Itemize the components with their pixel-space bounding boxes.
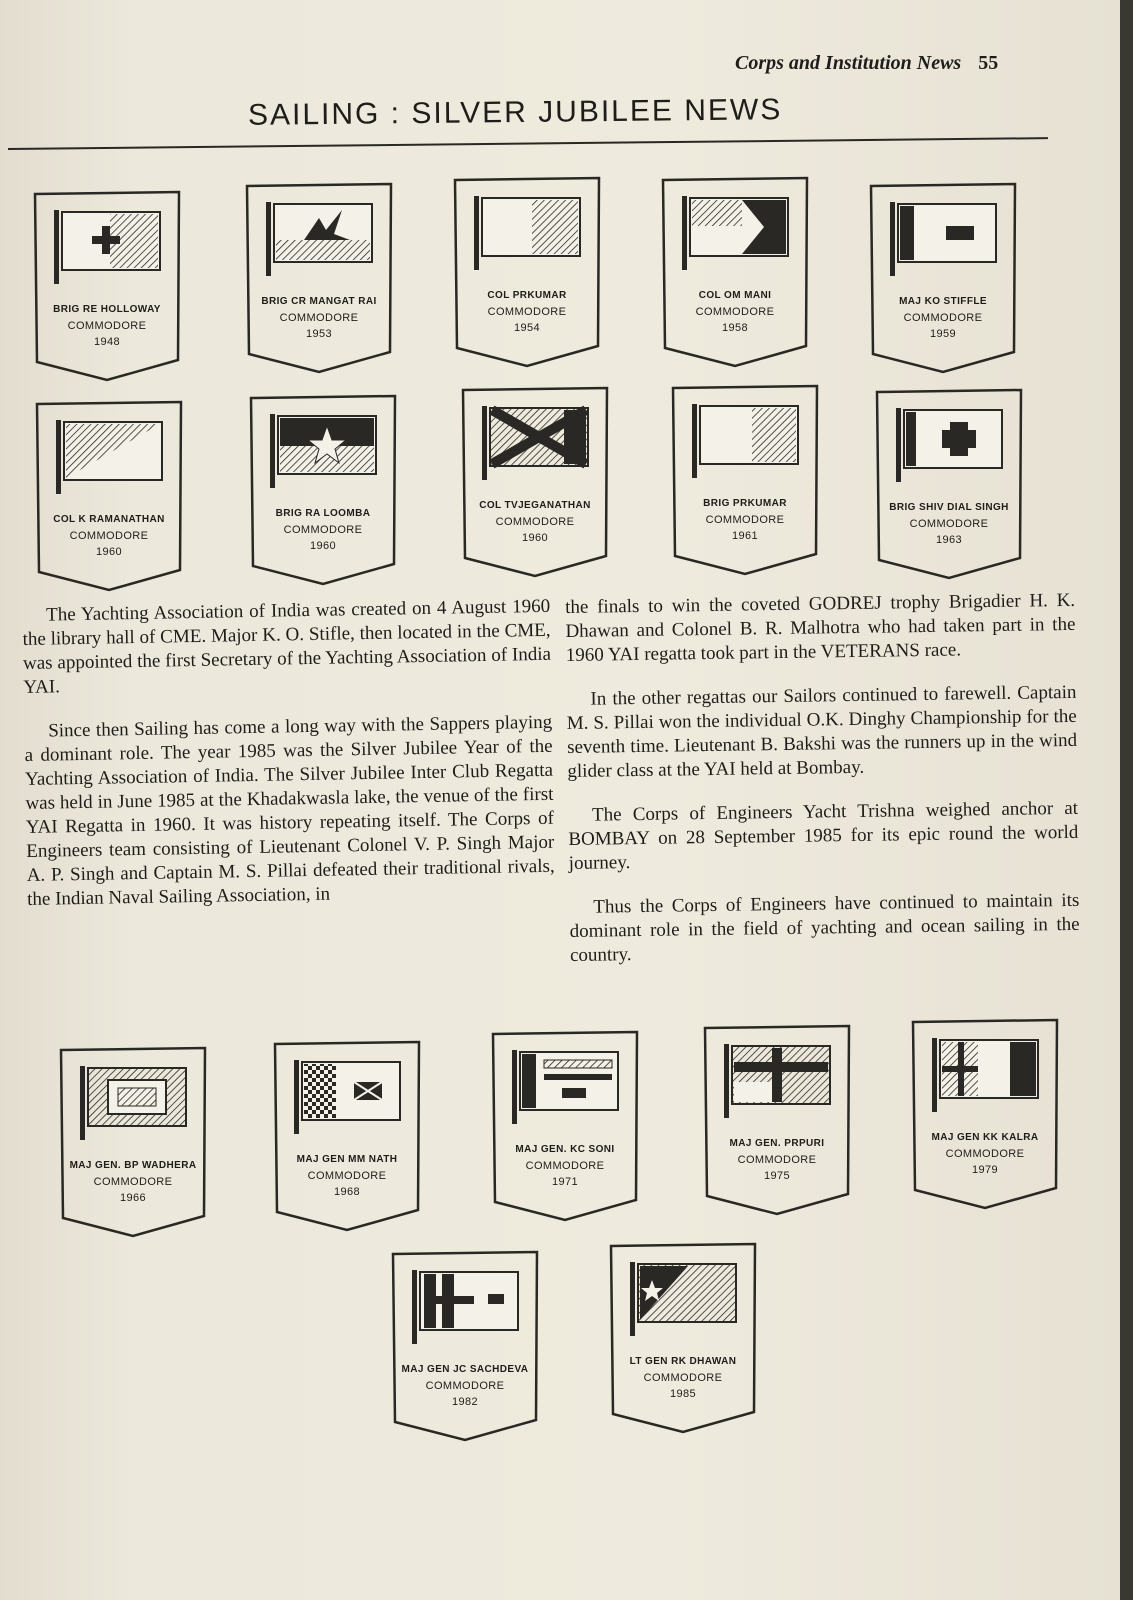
flag-card-holloway xyxy=(32,190,182,385)
commodore-year: 1960 xyxy=(521,532,549,544)
commodore-name: MAJ GEN MM NATH xyxy=(296,1154,398,1165)
commodore-name: BRIG RE HOLLOWAY xyxy=(53,304,161,315)
burgee-flag-icon xyxy=(78,1064,188,1140)
flag-card-dhawan xyxy=(608,1242,758,1437)
article-column-right xyxy=(565,589,1080,988)
commodore-name: LT GEN RK DHAWAN xyxy=(629,1356,737,1367)
commodore-role: COMMODORE xyxy=(945,1148,1025,1160)
paragraph: Since then Sailing has come a long way with the Sappers playing a dominant role. The year 1985 was the Silver Jubilee Year of the Yachting Association of India. The Silver Jubilee Inter Club Regatta was held in June 1985 at the Khadakwasla lake, the venue of the first YAI Regatta in 1960. It was history repeating itself. The Corps of Engineers team consisting of Lieutenant Colonel V. P. Singh Major A. P. Singh and Captain M. S. Pillai defeated their traditional rivals, the Indian Naval Sailing Association, in xyxy=(24,711,555,910)
burgee-flag-icon xyxy=(888,200,998,276)
burgee-flag-icon xyxy=(480,404,590,480)
commodore-year: 1966 xyxy=(119,1192,147,1204)
burgee-flag-icon xyxy=(628,1260,738,1336)
burgee-flag-icon xyxy=(264,200,374,276)
commodore-year: 1963 xyxy=(935,534,963,546)
commodore-role: COMMODORE xyxy=(279,312,359,324)
commodore-name: MAJ GEN KK KALRA xyxy=(931,1132,1039,1143)
title-rule xyxy=(8,137,1048,150)
commodore-year: 1975 xyxy=(763,1170,791,1182)
burgee-flag-icon xyxy=(510,1048,620,1124)
commodore-year: 1985 xyxy=(669,1388,697,1400)
commodore-name: MAJ GEN JC SACHDEVA xyxy=(401,1364,529,1375)
commodore-year: 1954 xyxy=(513,322,541,334)
burgee-flag-icon xyxy=(690,402,800,478)
commodore-name: MAJ GEN. BP WADHERA xyxy=(69,1160,197,1171)
flag-card-mangat-rai xyxy=(244,182,394,377)
flag-card-om-mani xyxy=(660,176,810,371)
commodore-role: COMMODORE xyxy=(909,518,989,530)
commodore-role: COMMODORE xyxy=(487,306,567,318)
flag-card-loomba xyxy=(248,394,398,589)
burgee-flag-icon xyxy=(722,1042,832,1118)
flag-card-prpuri xyxy=(702,1024,852,1219)
flag-card-shiv-dial-singh xyxy=(874,388,1024,583)
commodore-name: MAJ KO STIFFLE xyxy=(899,296,987,307)
running-title: Corps and Institution News xyxy=(735,52,962,74)
commodore-name: BRIG RA LOOMBA xyxy=(275,508,371,519)
burgee-flag-icon xyxy=(268,412,378,488)
commodore-role: COMMODORE xyxy=(903,312,983,324)
commodore-name: COL K RAMANATHAN xyxy=(53,514,165,525)
page-number: 55 xyxy=(978,52,999,74)
commodore-year: 1948 xyxy=(93,336,121,348)
burgee-flag-icon xyxy=(472,194,582,270)
flag-card-kc-soni xyxy=(490,1030,640,1225)
commodore-name: BRIG SHIV DIAL SINGH xyxy=(889,502,1009,513)
flag-card-jeganathan xyxy=(460,386,610,581)
commodore-name: COL OM MANI xyxy=(698,290,772,301)
flag-card-stiffle xyxy=(868,182,1018,377)
flag-card-ramanathan xyxy=(34,400,184,595)
flag-card-prkumar-1961 xyxy=(670,384,820,579)
commodore-role: COMMODORE xyxy=(695,306,775,318)
paragraph: the finals to win the coveted GODREJ trophy Brigadier H. K. Dhawan and Colonel B. R. Malhotra who had taken part in the 1960 YAI regatta took part in the VETERANS race. xyxy=(565,589,1076,666)
commodore-role: COMMODORE xyxy=(737,1154,817,1166)
commodore-year: 1958 xyxy=(721,322,749,334)
flag-card-sachdeva xyxy=(390,1250,540,1445)
flag-card-wadhera xyxy=(58,1046,208,1241)
burgee-flag-icon xyxy=(680,194,790,270)
paragraph: Thus the Corps of Engineers have continued to maintain its dominant role in the field of yachting and ocean sailing in the country. xyxy=(569,889,1080,966)
burgee-flag-icon xyxy=(894,406,1004,482)
commodore-year: 1982 xyxy=(451,1396,479,1408)
commodore-year: 1959 xyxy=(929,328,957,340)
burgee-flag-icon xyxy=(54,418,164,494)
paragraph: The Corps of Engineers Yacht Trishna weighed anchor at BOMBAY on 28 September 1985 for its epic round the world journey. xyxy=(568,797,1079,874)
commodore-role: COMMODORE xyxy=(525,1160,605,1172)
commodore-role: COMMODORE xyxy=(307,1170,387,1182)
running-head xyxy=(735,52,998,75)
commodore-year: 1960 xyxy=(95,546,123,558)
flag-card-prkumar-1954 xyxy=(452,176,602,371)
commodore-role: COMMODORE xyxy=(67,320,147,332)
commodore-year: 1979 xyxy=(971,1164,999,1176)
commodore-role: COMMODORE xyxy=(643,1372,723,1384)
commodore-name: BRIG PRKUMAR xyxy=(703,498,787,509)
commodore-year: 1960 xyxy=(309,540,337,552)
burgee-flag-icon xyxy=(930,1036,1040,1112)
commodore-year: 1961 xyxy=(731,530,759,542)
article-column-left xyxy=(22,595,556,932)
paragraph: In the other regattas our Sailors continued to farewell. Captain M. S. Pillai won the individual O.K. Dinghy Championship for the seventh time. Lieutenant B. Bakshi was the runners up in the wind glider class at the YAI held at Bombay. xyxy=(566,681,1078,782)
commodore-name: MAJ GEN. PRPURI xyxy=(729,1138,825,1149)
burgee-flag-icon xyxy=(292,1058,402,1134)
burgee-flag-icon xyxy=(410,1268,520,1344)
flag-card-kalra xyxy=(910,1018,1060,1213)
paragraph: The Yachting Association of India was created on 4 August 1960 the library hall of CME. Major K. O. Stifle, then located in the CME, was appointed the first Secretary of the Yachting Association of India YAI. xyxy=(22,595,552,698)
commodore-role: COMMODORE xyxy=(705,514,785,526)
commodore-year: 1953 xyxy=(305,328,333,340)
commodore-year: 1968 xyxy=(333,1186,361,1198)
flag-card-mm-nath xyxy=(272,1040,422,1235)
commodore-role: COMMODORE xyxy=(93,1176,173,1188)
burgee-flag-icon xyxy=(52,208,162,284)
commodore-role: COMMODORE xyxy=(425,1380,505,1392)
commodore-name: MAJ GEN. KC SONI xyxy=(515,1144,615,1155)
commodore-name: COL PRKUMAR xyxy=(487,290,567,301)
commodore-year: 1971 xyxy=(551,1176,579,1188)
page-title: SAILING : SILVER JUBILEE NEWS xyxy=(247,93,783,132)
commodore-role: COMMODORE xyxy=(69,530,149,542)
book-gutter xyxy=(1120,0,1133,1600)
commodore-name: BRIG CR MANGAT RAI xyxy=(261,296,377,307)
commodore-name: COL TVJEGANATHAN xyxy=(479,500,591,511)
commodore-role: COMMODORE xyxy=(283,524,363,536)
commodore-role: COMMODORE xyxy=(495,516,575,528)
